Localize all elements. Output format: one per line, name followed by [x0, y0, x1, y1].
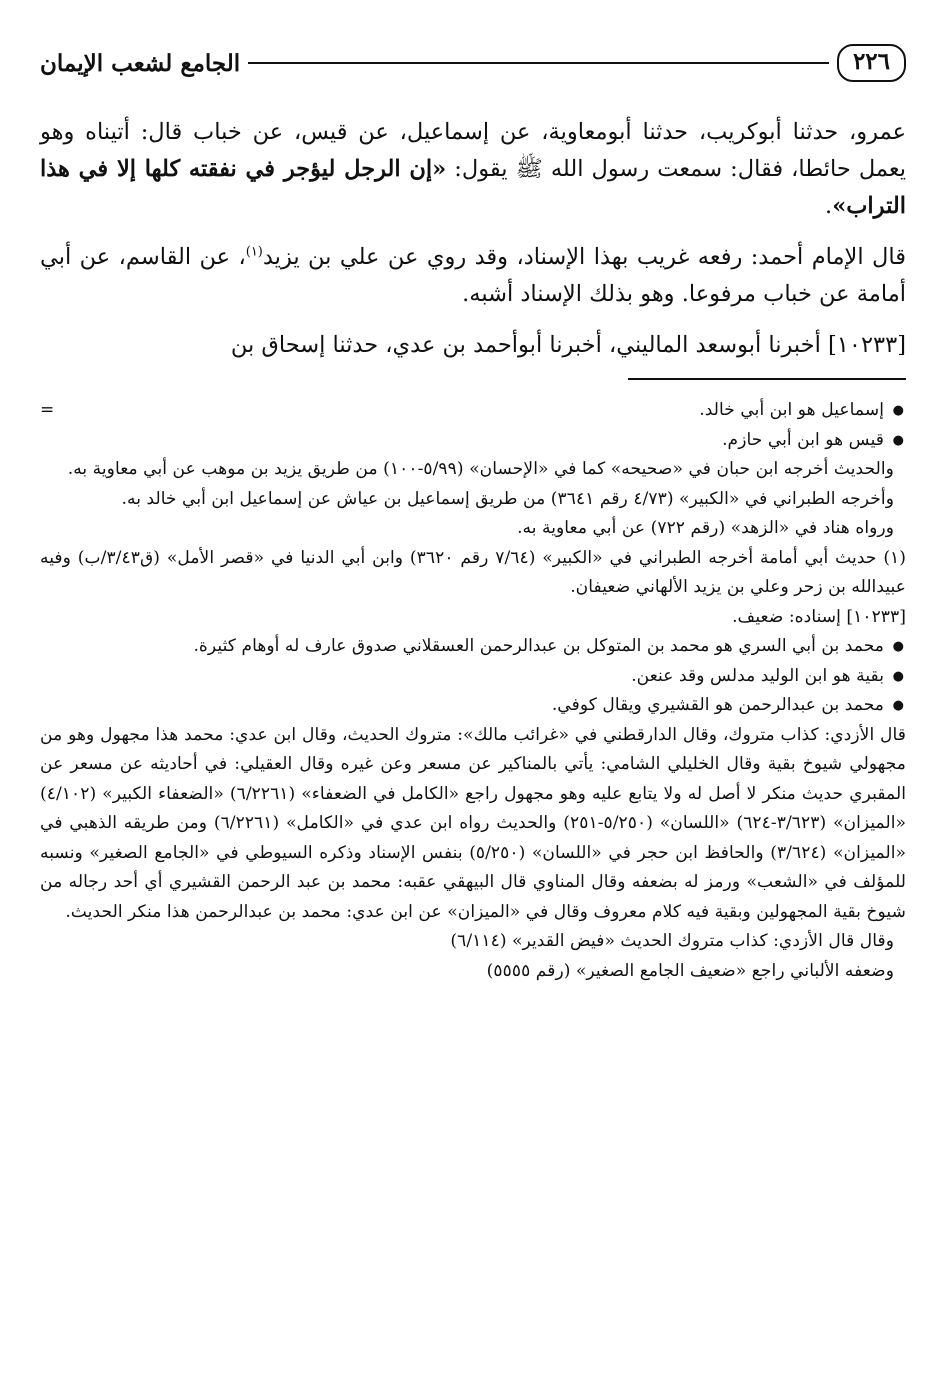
- footnote-bullets-a: [40, 396, 906, 455]
- hadith-chain-text: عمرو، حدثنا أبوكريب، حدثنا أبومعاوية، عن إسماعيل، عن قيس، عن خباب قال: أتيناه وهو يعمل حائطا، فقال: سمعت رسول الله ﷺ يقول:: [40, 119, 906, 182]
- list-item: ● محمد بن عبدالرحمن هو القشيري ويقال كوفي.: [40, 691, 906, 721]
- imam-comment-text-a: قال الإمام أحمد: رفعه غريب بهذا الإسناد، وقد روي عن علي بن يزيد: [262, 244, 906, 270]
- page-number: ٢٢٦: [837, 44, 906, 82]
- next-hadith-text: أخبرنا أبوسعد الماليني، أخبرنا أبوأحمد بن عدي، حدثنا إسحاق بن: [230, 332, 828, 358]
- page-header: [40, 34, 906, 92]
- imam-comment-paragraph: [40, 239, 906, 313]
- imam-comment-text-b: ، عن القاسم، عن أبي أمامة عن خباب مرفوعا. وهو بذلك الإسناد أشبه.: [40, 244, 906, 307]
- footnote-paragraph: ورواه هناد في «الزهد» (رقم ٧٢٢) عن أبي معاوية به.: [517, 518, 894, 538]
- hadith-end: .: [825, 193, 833, 219]
- footnote-paragraph: وقال قال الأزدي: كذاب متروك الحديث «فيض القدير» (٦/١١٤): [450, 931, 894, 951]
- book-title: الجامع لشعب الإيمان: [40, 49, 241, 77]
- main-text: [40, 114, 906, 364]
- footnote-bullets-b: [40, 632, 906, 721]
- hadith-number: [١٠٢٣٣]: [828, 332, 906, 358]
- header-rule: [248, 62, 829, 64]
- footnote-1: (١) حديث أبي أمامة أخرجه الطبراني في «الكبير» (٧/٦٤ رقم ٣٦٢٠) وابن أبي الدنيا في «قصر الأمل» (ق٣/٤٣/ب) وفيه عبيدالله بن زحر وعلي بن يزيد الألهاني ضعيفان.: [40, 547, 906, 597]
- footnote-paragraph: وضعفه الألباني راجع «ضعيف الجامع الصغير» (رقم ٥٥٥٥): [486, 960, 894, 981]
- hadith-paragraph: [40, 114, 906, 225]
- footnote-paragraph: وأخرجه الطبراني في «الكبير» (٤/٧٣ رقم ٣٦٤١) من طريق إسماعيل بن عياش عن إسماعيل ابن أبي خالد به.: [121, 488, 894, 509]
- next-hadith-paragraph: [40, 327, 906, 364]
- hadith-quote: «إن الرجل ليؤجر في نفقته كلها إلا في هذا التراب»: [40, 156, 906, 219]
- book-page: [40, 34, 906, 1354]
- isnad-grade: [١٠٢٣٣] إسناده: ضعيف.: [732, 606, 906, 627]
- continuation-mark: =: [40, 400, 55, 420]
- list-item: ● إسماعيل هو ابن أبي خالد.: [40, 396, 906, 426]
- list-item: ● محمد بن أبي السري هو محمد بن المتوكل بن عبدالرحمن العسقلاني صدوق عارف له أوهام كثيرة.: [40, 632, 906, 662]
- list-item: ● قيس هو ابن أبي حازم.: [40, 426, 906, 456]
- footnotes: [40, 396, 906, 986]
- footnote-paragraph: والحديث أخرجه ابن حبان في «صحيحه» كما في «الإحسان» (٥/٩٩-١٠٠) من طريق يزيد بن موهب عن أبي معاوية به.: [67, 459, 894, 479]
- list-item: ● بقية هو ابن الوليد مدلس وقد عنعن.: [40, 662, 906, 692]
- footnote-long-paragraph: قال الأزدي: كذاب متروك، وقال الدارقطني في «غرائب مالك»: متروك الحديث، وقال ابن عدي: محمد هذا مجهول وهو من مجهولي شيوخ بقية وقال الخليلي الشامي: يأتي بالمناكير عن مسعر وعن غيره وقال العقيلي: في أحاديثه عن مسعر عن المقبري حديث منكر لا أصل له ولا يتابع عليه وهو مجهول راجع «الكامل في الضعفاء» (٦/٢٢٦١) «الضعفاء الكبير» (٤/١٠٢) «الميزان» (٣/٦٢٣-٦٢٤) «اللسان» (٥/٢٥٠-٢٥١) والحديث رواه ابن عدي في «الكامل» (٦/٢٢٦١) ومن طريقه الذهبي في «الميزان» (٣/٦٢٤) والحافظ ابن حجر في «اللسان» (٥/٢٥٠) بنفس الإسناد وذكره السيوطي في «الجامع الصغير» ونسبه للمؤلف في «الشعب» ورمز له بضعفه وقال المناوي قال البيهقي عقبه: محمد بن عبد الرحمن القشيري أي أحد رجاله من شيوخ بقية المجهولين وبقية فيه كلام معروف وقال في «الميزان» عن ابن عدي: محمد بن عبدالرحمن هذا منكر الحديث.: [40, 724, 907, 922]
- footnote-separator: [628, 378, 906, 380]
- footnote-marker: (١): [245, 244, 263, 260]
